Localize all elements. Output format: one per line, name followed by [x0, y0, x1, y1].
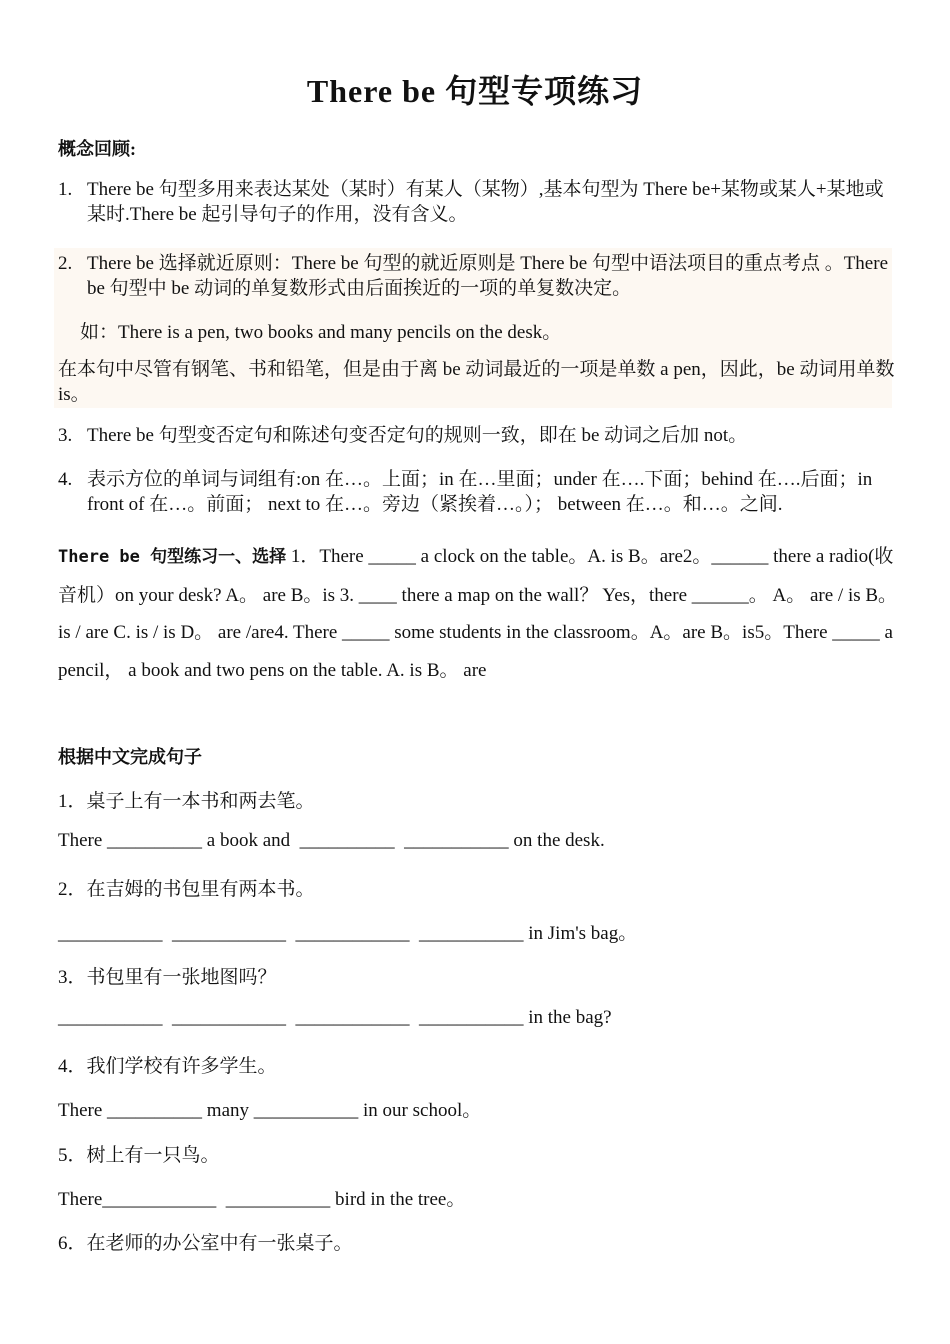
concept-text: 表示方位的单词与词组有:on 在…。上面；in 在…里面；under 在….下面；behind 在….后面；in front of 在…。前面； next to 在…。旁边（紧挨着…。）； between 在…。和…。之间.	[87, 469, 873, 515]
concept-number: 2.	[58, 253, 73, 274]
question-line: 6．在老师的办公室中有一张桌子。	[58, 1233, 353, 1254]
question-line: 5．树上有一只鸟。	[58, 1145, 220, 1166]
concept-text: There be 选择就近原则：There be 句型的就近原则是 There be 句型中语法项目的重点考点 。There be 句型中 be 动词的单复数形式由后面挨近的一项的单复数决定。	[87, 253, 888, 299]
concept-text: There be 句型变否定句和陈述句变否定句的规则一致，即在 be 动词之后加 not。	[87, 425, 748, 446]
concept-number: 3.	[58, 425, 73, 446]
concept-item-2	[58, 251, 898, 301]
answer-line: ___________ ____________ ____________ ___________ in the bag?	[58, 1007, 612, 1028]
practice-lead: There be 句型练习一、选择	[58, 547, 287, 567]
concept-number: 1.	[58, 179, 73, 200]
question-line: 4．我们学校有许多学生。	[58, 1056, 277, 1077]
concept-item-4	[58, 467, 898, 517]
question-line: 3．书包里有一张地图吗？	[58, 967, 277, 988]
concept-number: 4.	[58, 469, 73, 490]
concept-text: There be 句型多用来表达某处（某时）有某人（某物）,基本句型为 There be+某物或某人+某地或某时.There be 起引导句子的作用，没有含义。	[87, 179, 884, 225]
answer-line: There __________ many ___________ in our school。	[58, 1100, 482, 1121]
practice-exercise-1	[58, 538, 898, 689]
question-line: 2．在吉姆的书包里有两本书。	[58, 879, 315, 900]
explanation-paragraph: 在本句中尽管有钢笔、书和铅笔，但是由于离 be 动词最近的一项是单数 a pen，因此，be 动词用单数 is。	[58, 359, 895, 405]
document-title: There be 句型专项练习	[306, 73, 644, 109]
answer-line: There __________ a book and __________ ___________ on the desk.	[58, 830, 605, 851]
question-line: 1．桌子上有一本书和两去笔。	[58, 791, 315, 812]
concept-item-3	[58, 423, 898, 448]
answer-line: ___________ ____________ ____________ ___________ in Jim's bag。	[58, 923, 638, 944]
concept-heading: 概念回顾:	[58, 139, 136, 159]
practice-text: 1．There _____ a clock on the table。A. is B。are2。______ there a radio(收音机）on your desk? A。 are B。is 3. ____ there a map on the wall？ Yes，there ______。 A。 are / is B。 is / are C. is / is D。 are /are4. There _____ some students in the classroom。A。are B。is5。There _____ a pencil， a book and two pens on the table. A. is B。 are	[58, 546, 898, 681]
section2-heading: 根据中文完成句子	[58, 747, 202, 767]
concept-item-1	[58, 177, 898, 227]
example-sentence: 如：There is a pen, two books and many pencils on the desk。	[80, 322, 562, 343]
answer-line: There____________ ___________ bird in the tree。	[58, 1189, 466, 1210]
